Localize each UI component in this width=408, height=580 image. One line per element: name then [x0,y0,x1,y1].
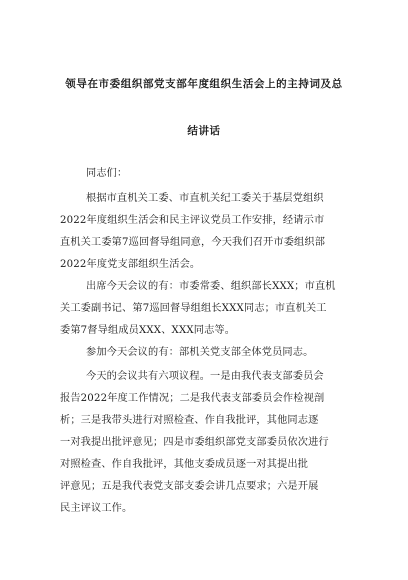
paragraph-line: 民主评议工作。 [60,503,133,514]
paragraph-line: 今天的会议共有六项议程。一是由我代表支部委员会 [86,371,324,382]
document-title-line-1: 领导在市委组织部党支部年度组织生活会上的主持词及总 [65,78,343,90]
paragraph-line: 关工委副书记、第7巡回督导组组长XXX同志；市直机关工 [60,303,327,314]
paragraph-line: 评意见；五是我代表党支部支委会讲几点要求；六是开展 [60,481,319,492]
paragraph-line: 2022年度组织生活会和民主评议党员工作安排，经请示市 [60,215,325,226]
paragraph-line: 委第7督导组成员XXX、XXX同志等。 [60,325,236,336]
document-title-line-2: 结讲话 [187,125,221,137]
paragraph-3 [60,342,349,364]
paragraph-2 [60,276,349,342]
paragraph-line: 报告2022年度工作情况；二是我代表支部委员会作检视剖 [60,393,325,404]
paragraph-line: 出席今天会议的有：市委常委、组织部长XXX；市直机 [86,281,336,292]
paragraph-line: 一对我提出批评意见；四是市委组织部党支部委员依次进行 [60,437,329,448]
paragraph-line: 直机关工委第7巡回督导组同意，今天我们召开市委组织部 [60,237,326,248]
paragraph-line: 根据市直机关工委、市直机关纪工委关于基层党组织 [86,193,324,204]
paragraph-1 [60,188,349,276]
salutation: 同志们： [86,168,128,179]
salutation-paragraph [60,163,349,185]
paragraph-4 [60,366,349,520]
paragraph-line: 对照检查、作自我批评，其他支委成员逐一对其提出批 [60,459,309,470]
paragraph-line: 2022年度党支部组织生活会。 [60,259,201,270]
paragraph-line: 析；三是我带头进行对照检查、作自我批评，其他同志逐 [60,415,319,426]
paragraph-line: 参加今天会议的有：部机关党支部全体党员同志。 [86,347,314,358]
